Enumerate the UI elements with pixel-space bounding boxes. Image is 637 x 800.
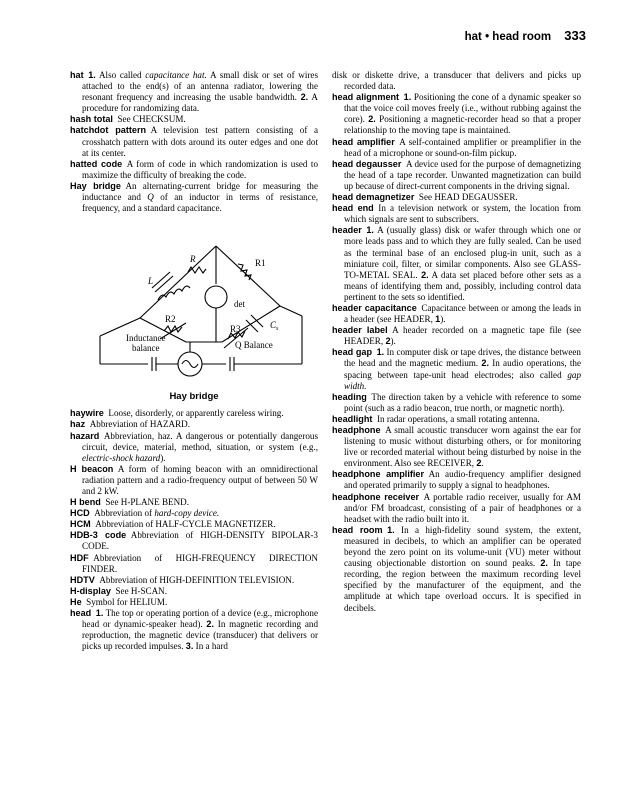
definition-text: of an inductor in terms of resistance, frequency, and a standard capacitance. <box>82 192 319 214</box>
entry-term: head alignment <box>332 92 400 103</box>
entry-term: head end <box>332 203 374 214</box>
wire-right-out <box>280 306 302 316</box>
entry-term: HDF <box>70 552 89 563</box>
definition-text: In magnetic recording and reproduction, the magnetic device (transducer) that delivers or picks up recorded impulses. <box>82 619 318 652</box>
entry-term: headlight <box>332 413 373 424</box>
definition-text: A procedure for randomizing data. <box>82 92 318 114</box>
definition-text: See H-PLANE BEND. <box>105 497 189 508</box>
definition-text: A self-contained amplifier or preamplifier in the head of a microphone or sound-on-film pickup. <box>344 136 581 158</box>
sense-number: 1. <box>95 608 104 618</box>
dictionary-entry <box>332 225 581 303</box>
entry-term: He <box>70 596 82 607</box>
definition-text: ). <box>390 336 396 347</box>
definition-text: Loose, disorderly, or apparently careless wiring. <box>108 408 284 419</box>
label-inductance: Inductance <box>126 333 166 344</box>
dictionary-entry <box>332 159 581 192</box>
entry-term: hat <box>70 70 84 80</box>
right-entry-list <box>332 70 581 614</box>
italic-text: capacitance hat. <box>145 70 207 80</box>
sense-number: 1. <box>403 92 412 103</box>
running-header <box>0 28 586 43</box>
dictionary-entry <box>70 508 318 519</box>
label-r2: R2 <box>165 314 176 325</box>
detector-circle <box>205 286 227 308</box>
label-balance: balance <box>132 343 160 354</box>
label-r1: R1 <box>255 258 266 269</box>
dictionary-entry <box>332 192 581 203</box>
entry-term: Hay bridge <box>70 180 121 191</box>
definition-text: Positioning a magnetic-recorder head so that a proper relationship to the moving tape is maintained. <box>344 114 581 136</box>
entry-term: haywire <box>70 408 104 419</box>
inductor-core <box>152 272 170 288</box>
dictionary-entry <box>70 608 318 652</box>
definition-text: An alternating-current bridge for measuring the inductance and <box>82 180 319 203</box>
dictionary-entry <box>70 408 318 419</box>
definition-text: A portable radio receiver, usually for AM and/or FM broadcast, consisting of a pair of headphones or a headset with the radio built into it. <box>344 491 581 524</box>
definition-text: In computer disk or tape drives, the distance between the head and the magnetic medium. <box>344 347 581 369</box>
dictionary-entry <box>70 586 318 597</box>
dictionary-entry <box>70 464 318 497</box>
label-cs-main: C <box>270 320 277 331</box>
definition-text: Also called <box>95 70 146 80</box>
definition-text: In audio operations, the spacing between tape-unit head electrodes; also called <box>344 358 582 380</box>
entry-term: head amplifier <box>332 136 395 147</box>
entry-term: HDB-3 code <box>70 530 127 541</box>
entry-term: haz <box>70 419 86 430</box>
entry-term: H beacon <box>70 463 114 474</box>
sense-number: 2. <box>368 114 376 125</box>
sense-number: 2 <box>476 458 482 469</box>
dictionary-entry <box>70 553 318 575</box>
sense-number: 2 <box>385 336 391 347</box>
entry-term: hash total <box>70 114 113 125</box>
sense-number: 2. <box>481 358 489 369</box>
definition-text: Abbreviation of <box>94 508 155 519</box>
definition-text: . <box>481 458 484 469</box>
entry-term: heading <box>332 391 367 402</box>
cap-plate-2 <box>251 315 263 327</box>
entry-term: head degausser <box>332 158 402 169</box>
entry-term: H bend <box>70 497 101 508</box>
definition-text: In a high-fidelity sound system, the extent, measured in decibels, to which an amplifier can be operated beyond the zero point on its volume-unit (VU) meter without causing objectionable distortion on sound peaks. <box>344 524 581 569</box>
sense-number: 2. <box>300 92 309 103</box>
definition-text: See CHECKSUM. <box>117 114 186 125</box>
entry-term: HCD <box>70 508 90 519</box>
entry-term: headphone receiver <box>332 491 420 502</box>
sense-number: 2. <box>206 619 215 630</box>
sense-number: 1. <box>366 225 374 236</box>
definition-text: Capacitance between or among the leads in a header (see HEADER, <box>344 302 582 325</box>
definition-text: Abbreviation of HIGH-FREQUENCY DIRECTION FINDER. <box>82 552 318 574</box>
entry-term: headphone amplifier <box>332 469 425 480</box>
entry-term: hazard <box>70 430 100 441</box>
dictionary-entry <box>70 125 318 158</box>
definition-text: In tape recording, the region between the maximum recording level specified by the manufacturer of the equipment, and the amplitude at which tape overload occurs. It is specified in decibels. <box>344 558 581 613</box>
dictionary-entry <box>70 70 318 114</box>
definition-text: ). <box>440 314 446 325</box>
definition-text: Abbreviation of HAZARD. <box>89 419 190 430</box>
entry-term: headphone <box>332 425 381 435</box>
definition-text: The direction taken by a vehicle with reference to some point (such as a radio beacon, true north, or magnetic north). <box>344 391 581 413</box>
definition-text: A television test pattern consisting of a crosshatch pattern with dots around its outer edges and one dot at its center. <box>82 125 318 158</box>
left-entry-list <box>70 70 318 214</box>
page-number: 333 <box>564 28 586 43</box>
label-det: det <box>234 299 245 310</box>
definition-text: In a television network or system, the location from which signals are sent to subscribers. <box>344 203 581 225</box>
dictionary-entry <box>70 159 318 181</box>
entry-term: H-display <box>70 585 111 596</box>
entry-term: header capacitance <box>332 302 417 313</box>
sense-number: 1. <box>88 70 96 80</box>
entry-term: head gap <box>332 347 373 358</box>
entry-term: HCM <box>70 519 91 530</box>
dictionary-entry <box>70 419 318 430</box>
definition-text: ). <box>160 452 166 463</box>
dictionary-entry <box>332 325 581 347</box>
sense-number: 2. <box>421 269 429 280</box>
label-cs-sub: s <box>276 326 279 333</box>
definition-text: An audio-frequency amplifier designed and operated primarily to supply a signal to headphones. <box>344 469 581 491</box>
label-cs <box>270 320 279 332</box>
dictionary-entry <box>70 431 318 464</box>
hay-bridge-diagram <box>70 224 318 389</box>
dictionary-entry <box>332 92 581 136</box>
italic-text: gap width. <box>344 369 581 391</box>
inductor-coil <box>158 286 190 300</box>
italic-text: hard-copy device. <box>154 508 220 519</box>
definition-text: A (usually glass) disk or wafer through which one or more leads pass and to which they are fully sealed. Can be used as the terminal base of an enclosed plug-in unit, such as a miniature coil, filter, or similar components. Also see GLASS-TO-METAL SEAL. <box>344 225 581 280</box>
definition-text: A form of homing beacon with an omnidirectional radiation pattern and a radio-frequency output of between 50 W and 2 kW. <box>82 463 318 496</box>
sense-number: 1 <box>435 314 441 325</box>
dictionary-entry <box>332 203 581 225</box>
definition-text: See H-SCAN. <box>115 585 168 596</box>
definition-text: A small acoustic transducer worn against the ear for listening to music without disturbing others, or for monitoring live or recorded material without being disturbed by noise in the environment. Also see RECEIVER, <box>344 425 581 469</box>
sense-number: 1. <box>376 347 385 358</box>
dictionary-entry <box>332 425 581 469</box>
dictionary-entry <box>332 137 581 159</box>
entry-term: hatchdot pattern <box>70 125 147 136</box>
dictionary-entry <box>70 497 318 508</box>
definition-text: Abbreviation of HALF-CYCLE MAGNETIZER. <box>95 519 276 530</box>
italic-text: electric-shock hazard <box>82 452 161 463</box>
definition-text: Abbreviation of HIGH-DEFINITION TELEVISION. <box>99 574 295 585</box>
label-l: L <box>148 276 154 287</box>
definition-text: In radar operations, a small rotating antenna. <box>376 413 540 424</box>
definition-text: A header recorded on a magnetic tape file (see HEADER, <box>344 325 582 347</box>
definition-text: A data set placed before other sets as a means of identifying them and, possibly, including control data pertinent to the sets so identified. <box>344 269 581 302</box>
definition-text: A small disk or set of wires attached to the end(s) of an antenna radiator, lowering the resonant frequency and increasing the usable bandwidth. <box>82 70 318 103</box>
dictionary-entry <box>70 114 318 125</box>
definition-text: Abbreviation, haz. A dangerous or potentially dangerous circuit, device, material, method, situation, or system (e.g., <box>82 430 318 452</box>
definition-text: Abbreviation of HIGH-DENSITY BIPOLAR-3 CODE. <box>82 530 318 552</box>
entry-term: head demagnetizer <box>332 192 415 203</box>
label-r3: R3 <box>230 324 241 335</box>
sense-number: 3. <box>185 641 194 652</box>
dictionary-entry <box>332 347 581 391</box>
dictionary-entry <box>70 575 318 586</box>
definition-text: See HEAD DEGAUSSER. <box>418 192 518 203</box>
italic-text: Q <box>147 192 154 203</box>
left-column <box>70 70 318 652</box>
definition-text: A device used for the purpose of demagnetizing the head of a tape recorder. Unwanted magnetization can build up because of direct-current components in the driving signal. <box>344 158 581 191</box>
entry-term: header <box>332 225 362 236</box>
ac-wave <box>182 361 198 368</box>
dictionary-entry <box>332 392 581 414</box>
definition-text: In a hard <box>193 641 228 652</box>
definition-text: The top or operating portion of a device (e.g., microphone head or dynamic-speaker head). <box>82 608 318 630</box>
dictionary-entry <box>70 181 318 214</box>
figure-caption: Hay bridge <box>169 391 219 403</box>
definition-text: disk or diskette drive, a transducer that delivers and picks up recorded data. <box>332 70 581 92</box>
sense-number: 1. <box>387 524 395 535</box>
dictionary-entry <box>332 469 581 491</box>
dictionary-entry <box>332 492 581 525</box>
dictionary-entry <box>332 303 581 325</box>
hay-bridge-figure <box>70 224 318 402</box>
dictionary-entry <box>70 519 318 530</box>
label-r: R <box>190 254 196 265</box>
left-entry-list-2 <box>70 408 318 652</box>
definition-text: Symbol for HELIUM. <box>86 596 168 607</box>
entry-term: header label <box>332 325 388 336</box>
definition-text: Positioning the cone of a dynamic speaker so that the voice coil moves freely (i.e., without rubbing against the core). <box>344 92 581 125</box>
dictionary-entry <box>332 70 581 92</box>
entry-term: head room <box>332 524 383 535</box>
dictionary-entry <box>70 530 318 552</box>
label-q-balance: Q Balance <box>235 340 273 351</box>
entry-term: HDTV <box>70 574 95 585</box>
right-column <box>332 70 581 614</box>
dictionary-entry <box>70 597 318 608</box>
sense-number: 2. <box>540 558 548 569</box>
entry-term: hatted code <box>70 158 123 169</box>
dictionary-entry <box>332 525 581 614</box>
entry-term: head <box>70 608 92 618</box>
definition-text: A form of code in which randomization is used to maximize the difficulty of breaking the code. <box>82 158 318 180</box>
running-head: hat • head room <box>464 31 552 43</box>
dictionary-entry <box>332 414 581 425</box>
